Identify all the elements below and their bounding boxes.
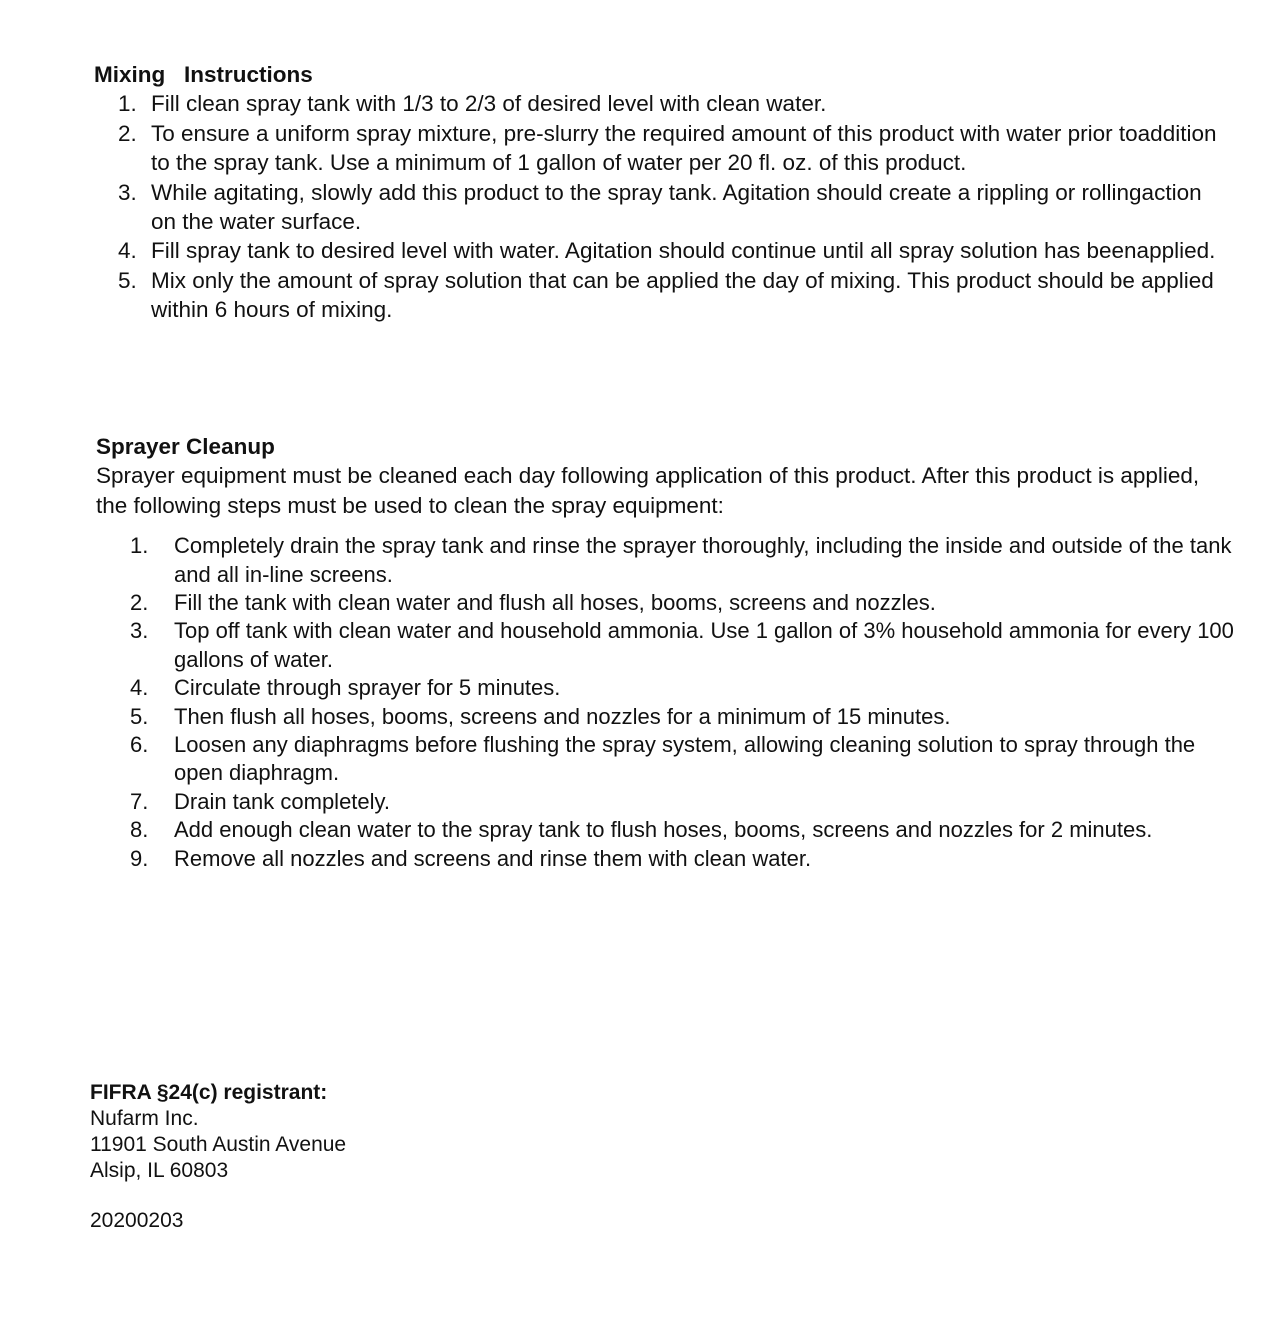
cleanup-step	[96, 731, 1236, 788]
step-number: 5.	[118, 267, 137, 293]
step-text: To ensure a uniform spray mixture, pre-slurry the required amount of this product with water prior toaddition to the spray tank. Use a minimum of 1 gallon of water per 20 fl. oz. of this product.	[151, 120, 1217, 176]
step-text: Loosen any diaphragms before flushing the spray system, allowing cleaning solution to spray through the open diaphragm.	[174, 732, 1196, 786]
sprayer-cleanup-intro: Sprayer equipment must be cleaned each day following application of this product. After this product is applied, the following steps must be used to clean the spray equipment:	[96, 463, 1200, 518]
step-number: 3.	[118, 179, 137, 205]
step-text: Mix only the amount of spray solution that can be applied the day of mixing. This product should be applied within 6 hours of mixing.	[151, 267, 1214, 323]
step-number: 3.	[130, 618, 149, 644]
step-number: 5.	[130, 703, 149, 729]
step-number: 2.	[130, 590, 149, 616]
registrant-street: 11901 South Austin Avenue	[90, 1133, 347, 1156]
step-number: 6.	[130, 732, 149, 758]
registrant-company: Nufarm Inc.	[90, 1107, 199, 1130]
step-text: While agitating, slowly add this product to the spray tank. Agitation should create a rippling or rollingaction on the water surface.	[151, 179, 1202, 235]
mixing-step	[94, 236, 1224, 265]
cleanup-step	[96, 589, 1236, 617]
mixing-step	[94, 178, 1224, 237]
sprayer-cleanup-section	[96, 432, 1236, 873]
mixing-steps-list	[94, 89, 1224, 324]
cleanup-step	[96, 845, 1236, 873]
cleanup-step	[96, 617, 1236, 674]
mixing-instructions-section	[94, 60, 1224, 325]
sprayer-cleanup-heading: Sprayer Cleanup	[96, 434, 275, 459]
step-number: 8.	[130, 817, 149, 843]
mixing-step	[94, 89, 1224, 118]
mixing-step	[94, 119, 1224, 178]
step-text: Remove all nozzles and screens and rinse them with clean water.	[174, 845, 812, 871]
cleanup-step	[96, 816, 1236, 844]
step-text: Fill clean spray tank with 1/3 to 2/3 of desired level with clean water.	[151, 91, 827, 117]
step-number: 7.	[130, 788, 149, 814]
cleanup-step	[96, 532, 1236, 589]
step-number: 4.	[130, 675, 149, 701]
step-text: Top off tank with clean water and household ammonia. Use 1 gallon of 3% household ammonia for every 100 gallons of water.	[174, 618, 1234, 672]
registrant-block	[90, 1080, 346, 1184]
registrant-title: FIFRA §24(c) registrant:	[90, 1081, 328, 1104]
step-text: Then flush all hoses, booms, screens and nozzles for a minimum of 15 minutes.	[174, 703, 951, 729]
step-text: Completely drain the spray tank and rinse the sprayer thoroughly, including the inside and outside of the tank and all in-line screens.	[174, 533, 1232, 587]
cleanup-step	[96, 788, 1236, 816]
step-text: Drain tank completely.	[174, 788, 391, 814]
mixing-step	[94, 266, 1224, 325]
step-number: 1.	[130, 533, 149, 559]
step-number: 1.	[118, 91, 137, 117]
step-text: Fill the tank with clean water and flush all hoses, booms, screens and nozzles.	[174, 590, 936, 616]
step-text: Add enough clean water to the spray tank to flush hoses, booms, screens and nozzles for 2 minutes.	[174, 817, 1153, 843]
step-text: Circulate through sprayer for 5 minutes.	[174, 675, 561, 701]
document-code: 20200203	[90, 1209, 184, 1232]
cleanup-step	[96, 703, 1236, 731]
cleanup-steps-list	[96, 532, 1236, 873]
registrant-city: Alsip, IL 60803	[90, 1159, 229, 1182]
cleanup-step	[96, 674, 1236, 702]
step-number: 2.	[118, 120, 137, 146]
mixing-instructions-heading: Mixing Instructions	[94, 62, 313, 87]
step-text: Fill spray tank to desired level with water. Agitation should continue until all spray solution has beenapplied.	[151, 238, 1216, 264]
step-number: 4.	[118, 238, 137, 264]
step-number: 9.	[130, 845, 149, 871]
